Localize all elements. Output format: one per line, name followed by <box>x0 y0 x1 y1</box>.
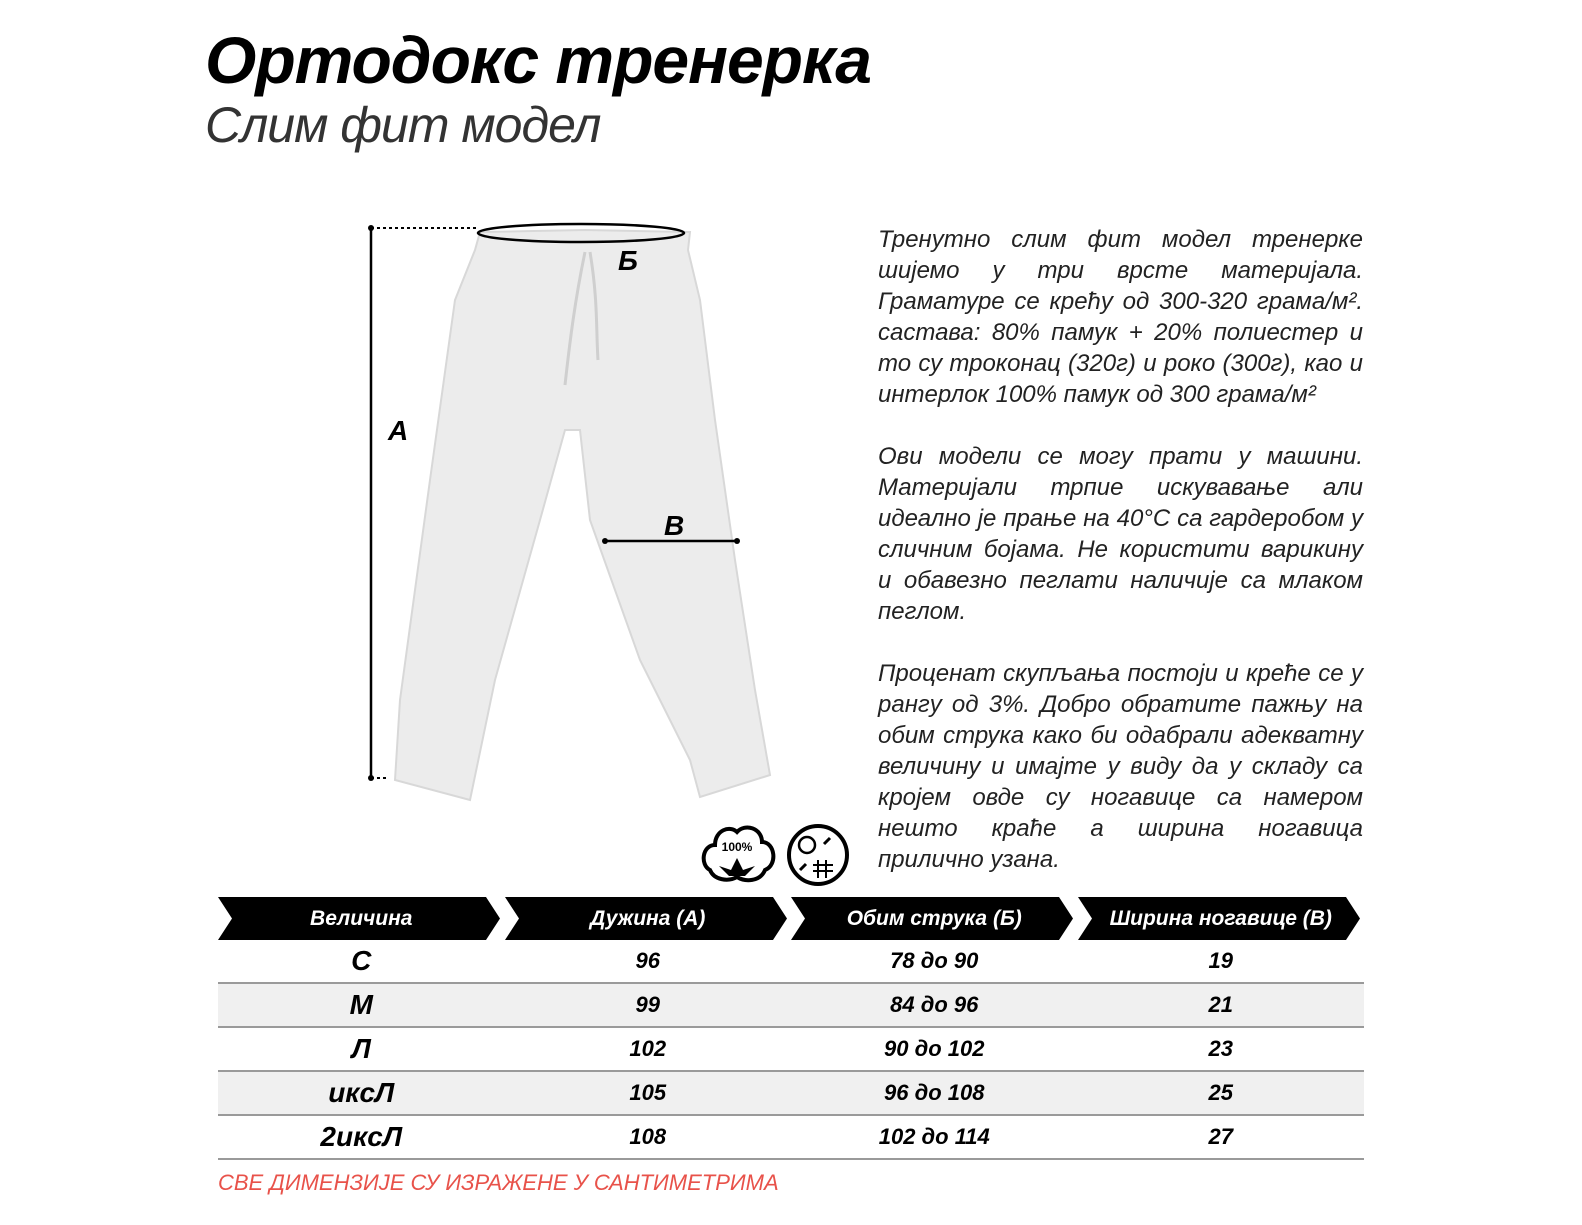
cell-leg-width: 27 <box>1208 1124 1233 1149</box>
header-size: Величина <box>218 897 505 940</box>
cell-leg-width: 25 <box>1208 1080 1233 1105</box>
cell-leg-width: 21 <box>1208 992 1233 1017</box>
cell-leg-width: 23 <box>1208 1036 1233 1061</box>
description <box>878 224 1363 906</box>
header-waist: Обим струка (Б) <box>791 897 1078 940</box>
cell-waist: 96 до 108 <box>884 1080 985 1105</box>
label-b: Б <box>618 245 638 276</box>
cotton-100-icon <box>704 827 774 880</box>
table-row <box>218 984 1364 1028</box>
cell-size: М <box>349 989 373 1020</box>
label-a: А <box>388 415 409 446</box>
fabric-blend-icon <box>789 826 847 884</box>
header-length: Дужина (А) <box>505 897 792 940</box>
cell-waist: 102 до 114 <box>878 1124 990 1149</box>
cell-size: Л <box>351 1033 371 1064</box>
pants-diagram <box>360 215 790 815</box>
cell-length: 99 <box>635 992 660 1017</box>
table-row <box>218 1072 1364 1116</box>
units-note: СВЕ ДИМЕНЗИЈЕ СУ ИЗРАЖЕНЕ У САНТИМЕТРИМА <box>218 1170 779 1195</box>
cell-waist: 84 до 96 <box>890 992 979 1017</box>
header-leg-width: Ширина ногавице (В) <box>1078 897 1365 940</box>
description-shrinkage: Проценат скупљања постоји и креће се у рангу од 3%. Добро обратите пажњу на обим струка како би одабрали адекватну величину и имајте у виду да у складу са кројем овде су ногавице са намером нешто краће а ширина ногавица прилично узана. <box>878 660 1363 873</box>
cell-length: 105 <box>629 1080 667 1105</box>
cell-length: 96 <box>635 948 660 973</box>
cell-leg-width: 19 <box>1208 948 1233 973</box>
table-header <box>218 897 1364 940</box>
table-row <box>218 940 1364 984</box>
size-table <box>218 897 1364 1160</box>
cell-length: 102 <box>629 1036 667 1061</box>
description-care: Ови модели се могу прати у машини. Материјали трпие искувавање али идеално је прање на 40°C са гардеробом у сличним бојама. Не користити варикину и обавезно пеглати наличије са млаком пеглом. <box>878 443 1363 625</box>
pants-image <box>395 230 770 800</box>
cell-waist: 90 до 102 <box>884 1036 985 1061</box>
cell-size: иксЛ <box>328 1077 395 1108</box>
cotton-badge-text: 100% <box>721 840 753 854</box>
page-title: Ортодокс тренерка <box>205 23 871 97</box>
cell-length: 108 <box>629 1124 667 1149</box>
table-row <box>218 1116 1364 1160</box>
table-row <box>218 1028 1364 1072</box>
label-v: В <box>664 510 685 541</box>
cell-waist: 78 до 90 <box>890 948 979 973</box>
cell-size: 2иксЛ <box>320 1121 403 1152</box>
description-materials: Тренутно слим фит модел тренерке шијемо у три врсте материјала. Граматуре се крећу од 300-320 грама/м². састава: 80% памук + 20% полиестер и то су троконац (320г) и роко (300г), као и интерлок 100% памук од 300 грама/м² <box>878 226 1363 408</box>
page-subtitle: Слим фит модел <box>205 97 601 153</box>
cell-size: С <box>351 945 372 976</box>
